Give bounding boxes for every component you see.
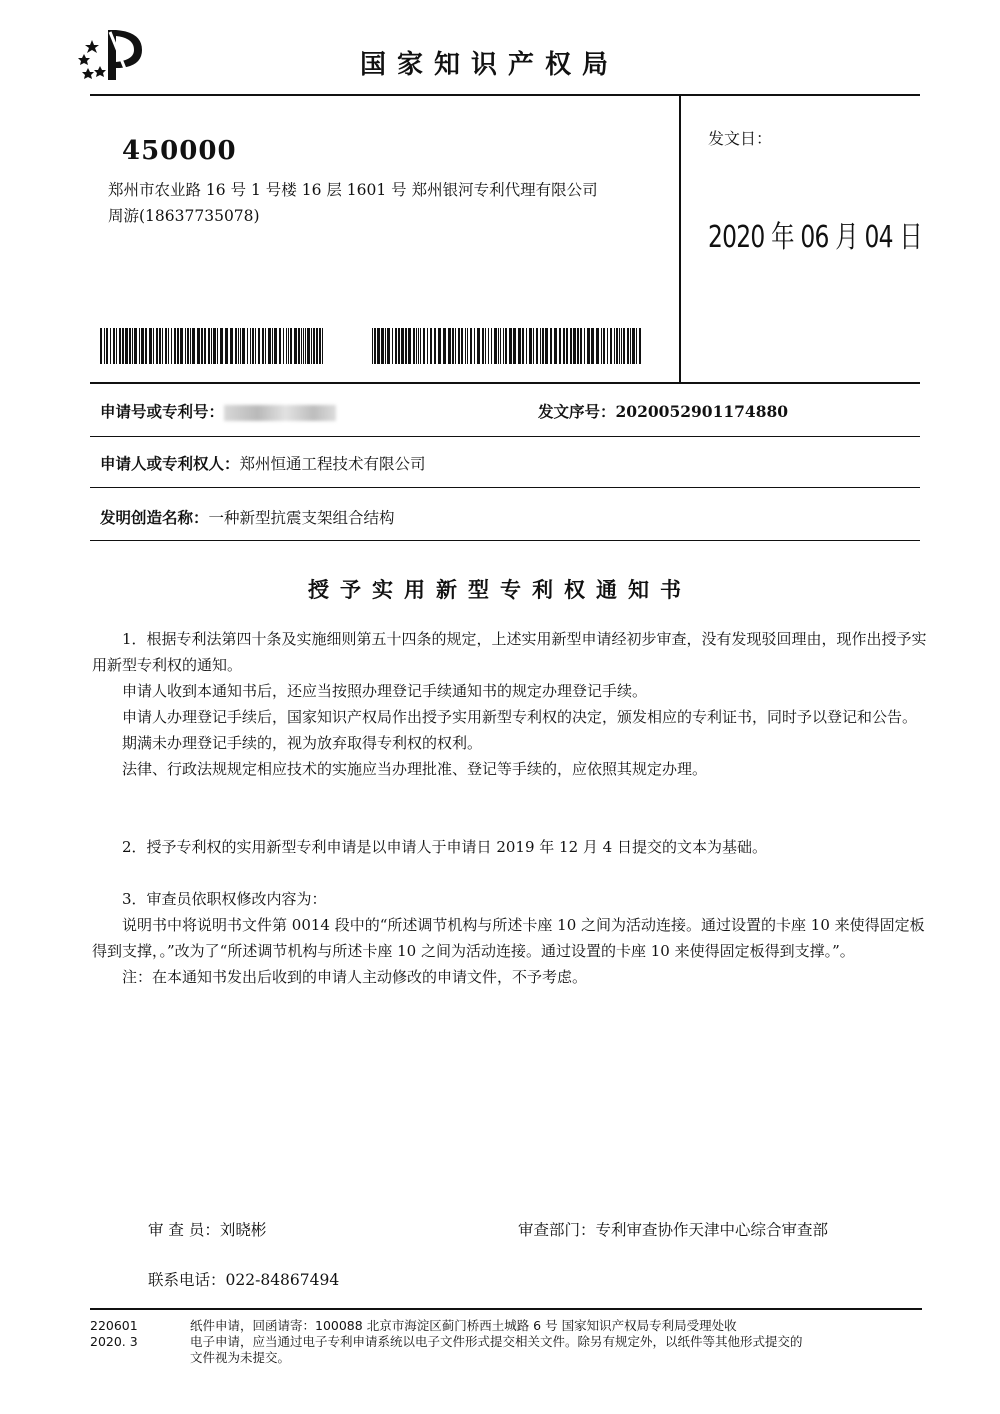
examination-dept [518, 1218, 828, 1240]
paragraph-1: 1．根据专利法第四十条及实施细则第五十四条的规定，上述实用新型申请经初步审查，没有发现驳回理由，现作出授予实用新型专利权的通知。 [92, 630, 927, 674]
send-date-label: 发文日： [708, 129, 773, 148]
application-number-field [100, 400, 336, 422]
serial-number-field [538, 400, 788, 422]
redacted-application-number [224, 405, 336, 421]
date-box-divider [679, 95, 681, 383]
invention-value: 一种新型抗震支架组合结构 [208, 509, 395, 527]
footer-line-1: 纸件申请，回函请寄：100088 北京市海淀区蓟门桥西土城路 6 号 国家知识产权局专利局受理处收 [190, 1318, 737, 1333]
paragraph-9: 注：在本通知书发出后收到的申请人主动修改的申请文件，不予考虑。 [122, 968, 588, 986]
barcode-left [100, 328, 326, 364]
notice-title: 授予实用新型专利权通知书 [308, 578, 692, 602]
paragraph-8: 说明书中将说明书文件第 0014 段中的“所述调节机构与所述卡座 10 之间为活动连接。通过设置的卡座 10 来使得固定板得到支撑，。”改为了“所述调节机构与所述卡座 10 之间为活动连接。通过设置的卡座 10 来使得固定板得到支撑。”。 [92, 916, 925, 960]
form-code: 220601 [90, 1318, 138, 1333]
recipient-contact: 周游(18637735078) [108, 207, 260, 225]
dept-label: 审查部门： [518, 1221, 596, 1239]
applicant-value: 郑州恒通工程技术有限公司 [239, 455, 426, 473]
phone-value: 022-84867494 [225, 1271, 340, 1289]
paragraph-5: 法律、行政法规规定相应技术的实施应当办理批准、登记等手续的，应依照其规定办理。 [122, 760, 708, 778]
paragraph-2: 申请人收到本通知书后，还应当按照办理登记手续通知书的规定办理登记手续。 [122, 682, 648, 700]
field-rule-1 [90, 436, 920, 437]
footer-line-2: 电子申请，应当通过电子专利申请系统以电子文件形式提交相关文件。除另有规定外，以纸件等其他形式提交的 [190, 1334, 803, 1349]
application-number-label: 申请号或专利号： [100, 402, 225, 421]
invention-field [100, 506, 395, 528]
footer-line-3: 文件视为未提交。 [190, 1350, 291, 1365]
serial-number-label: 发文序号： [538, 402, 616, 421]
notice-body-3 [92, 886, 930, 990]
applicant-field [100, 452, 426, 474]
barcode-right [372, 328, 642, 364]
examiner [148, 1218, 266, 1240]
paragraph-7: 3．审查员依职权修改内容为： [122, 890, 327, 908]
paragraph-6: 2．授予专利权的实用新型专利申请是以申请人于申请日 2019 年 12 月 4 日提交的文本为基础。 [122, 838, 767, 856]
invention-label: 发明创造名称： [100, 508, 209, 527]
postcode: 450000 [122, 136, 237, 166]
examiner-label: 审 查 员： [148, 1221, 220, 1239]
form-version: 2020. 3 [90, 1334, 138, 1349]
phone-label: 联系电话： [148, 1271, 226, 1289]
dept-value: 专利审查协作天津中心综合审查部 [595, 1221, 829, 1239]
contact-phone [148, 1268, 339, 1290]
paragraph-4: 期满未办理登记手续的，视为放弃取得专利权的权利。 [122, 734, 483, 752]
serial-number-value: 2020052901174880 [615, 402, 789, 421]
send-date-value: 2020 年 06 月 04 日 [708, 220, 923, 255]
footer-rule [90, 1308, 922, 1310]
applicant-label: 申请人或专利权人： [100, 454, 240, 473]
examiner-name: 刘晓彬 [219, 1221, 267, 1239]
recipient-address: 郑州市农业路 16 号 1 号楼 16 层 1601 号 郑州银河专利代理有限公司 [108, 181, 598, 199]
field-rule-2 [90, 487, 920, 488]
notice-body-2 [92, 834, 930, 860]
agency-title: 国家知识产权局 [360, 50, 620, 80]
header-rule [90, 94, 920, 96]
field-rule-3 [90, 540, 920, 541]
recipient-rule [90, 382, 920, 384]
notice-body [92, 626, 930, 782]
paragraph-3: 申请人办理登记手续后，国家知识产权局作出授予实用新型专利权的决定，颁发相应的专利证书，同时予以登记和公告。 [122, 708, 918, 726]
cnipa-emblem-icon [70, 22, 152, 84]
